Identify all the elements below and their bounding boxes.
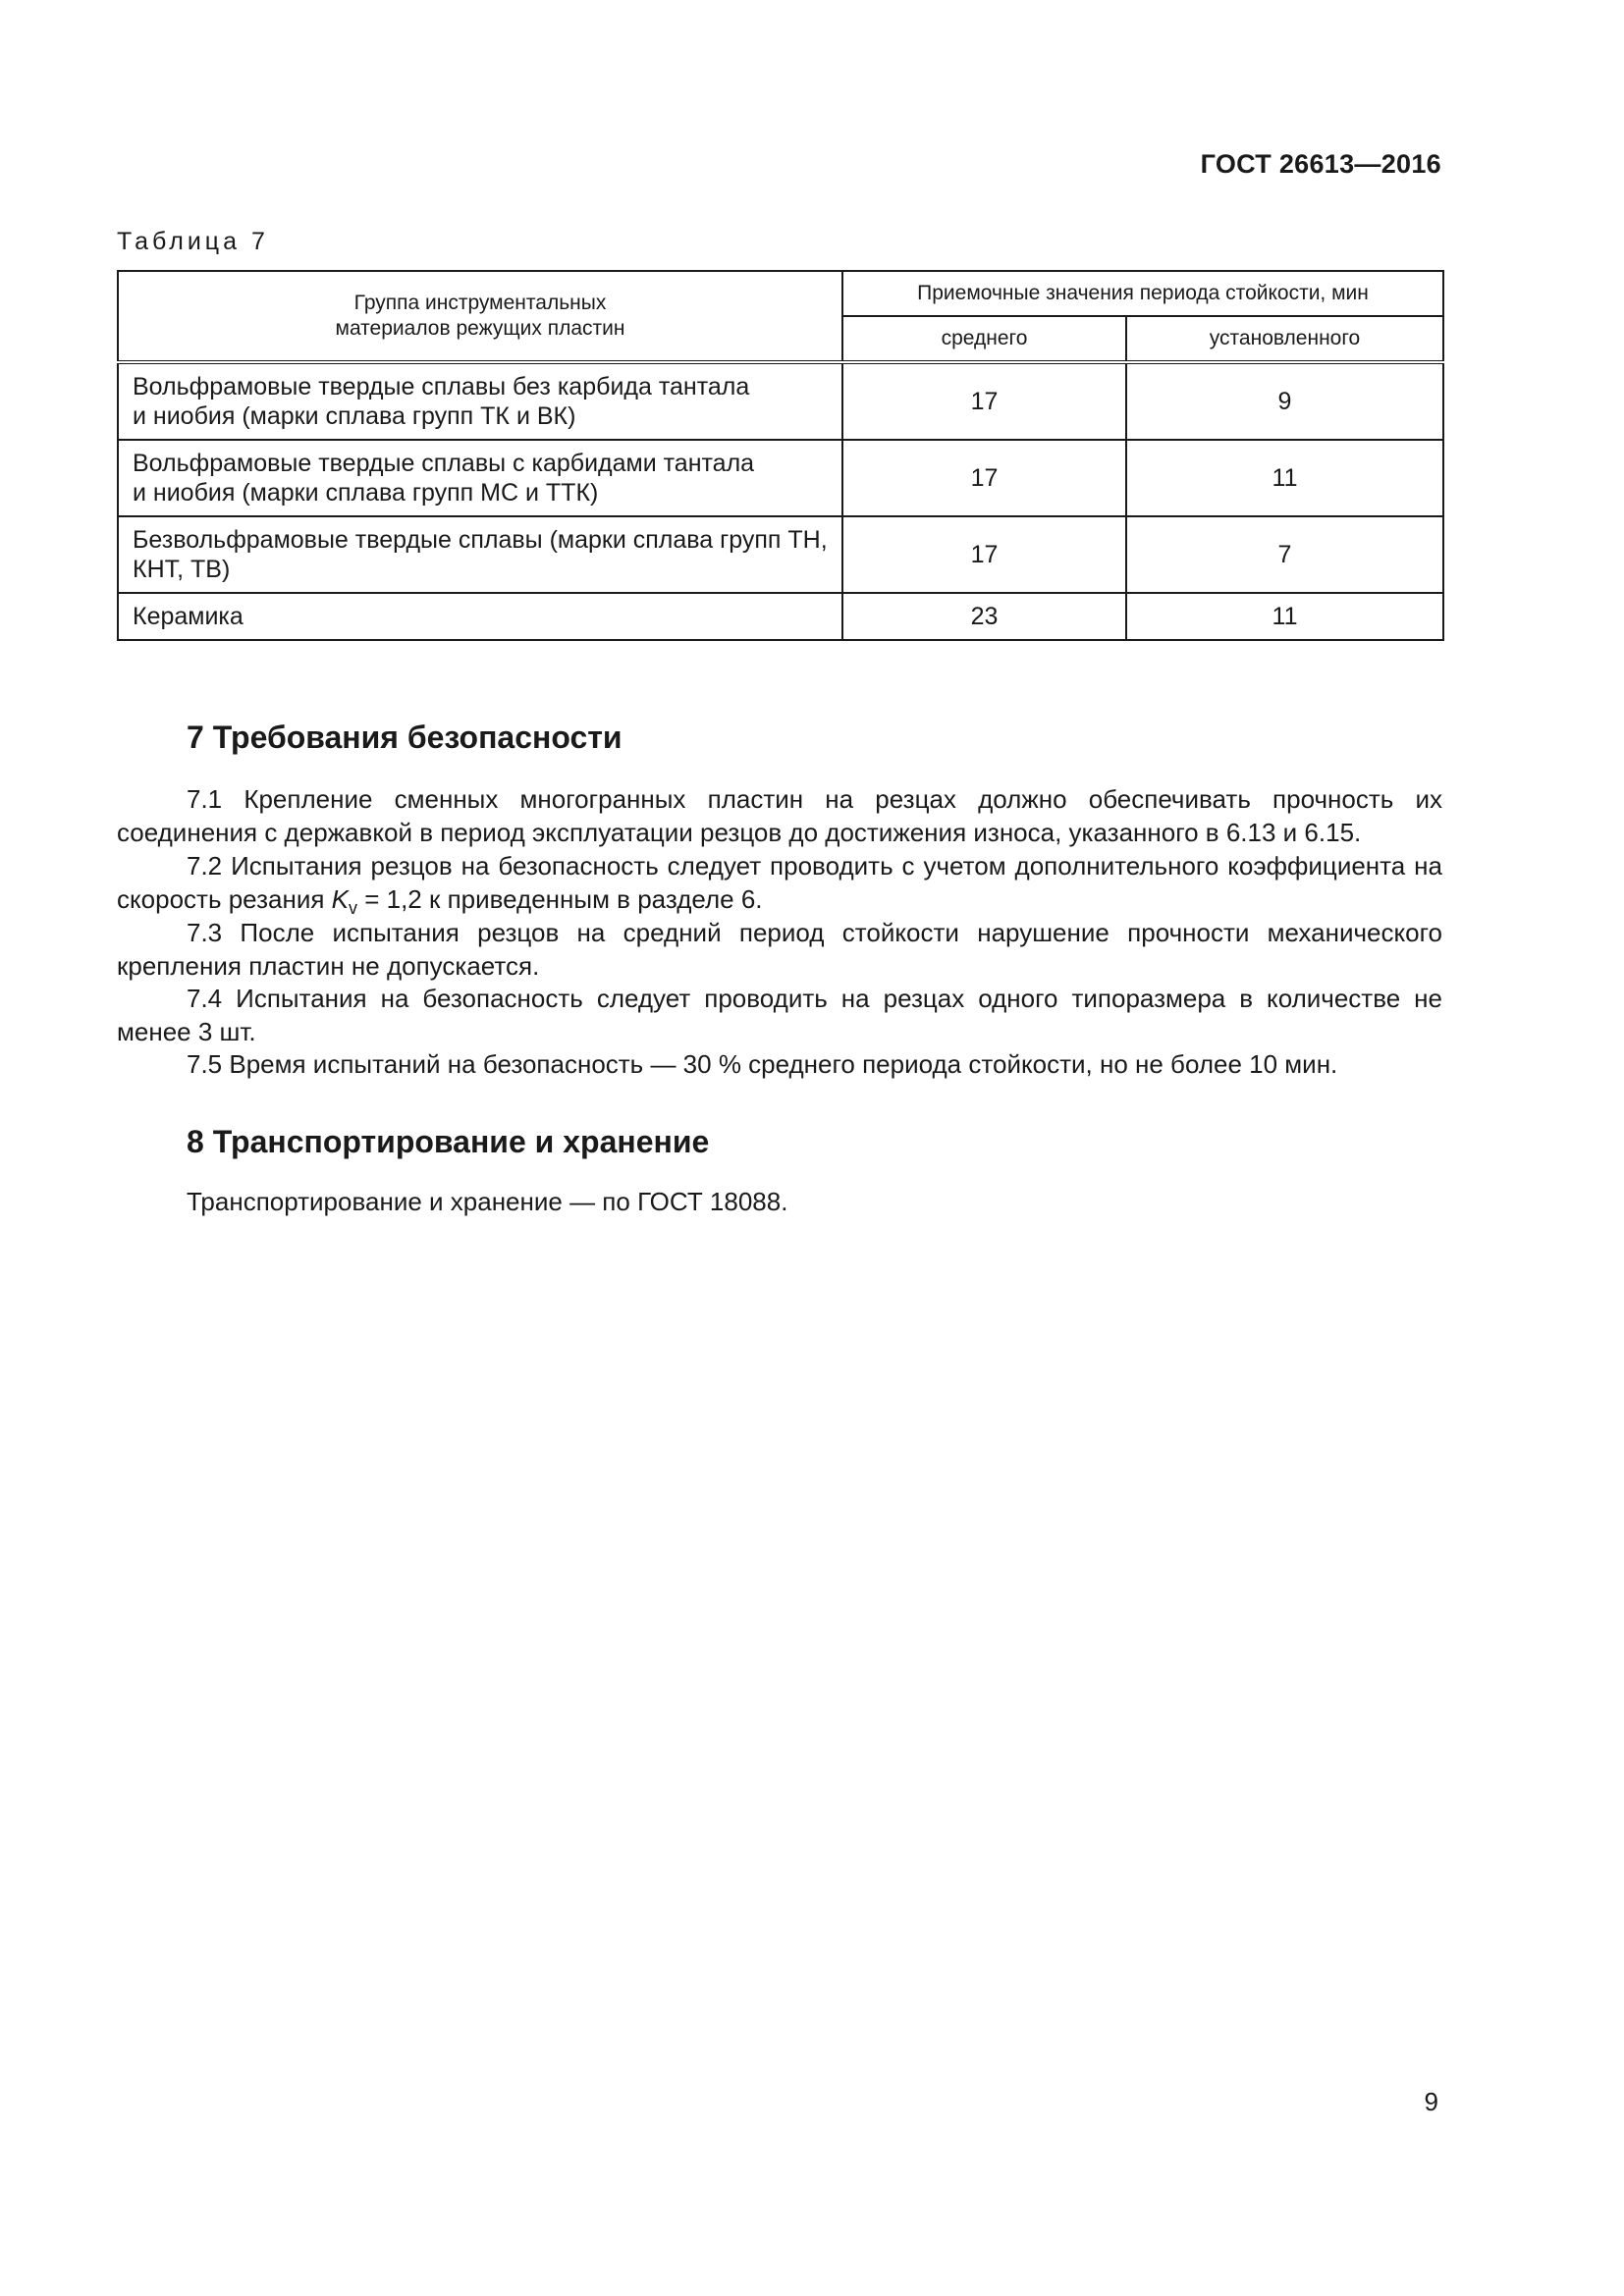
row-material-line1: Вольфрамовые твердые сплавы с карбидами тантала	[133, 450, 755, 477]
row-material-line2: КНТ, ТВ)	[133, 556, 231, 583]
row-average-value: 17	[842, 516, 1126, 593]
table-caption: Таблица 7	[117, 228, 269, 255]
paragraph-8: Транспортирование и хранение — по ГОСТ 18088.	[187, 1187, 788, 1216]
paragraph-7-2-text-after: = 1,2 к приведенным в разделе 6.	[356, 884, 763, 914]
document-code: ГОСТ 26613—2016	[1200, 149, 1441, 179]
section-8-title: 8 Транспортирование и хранение	[187, 1124, 710, 1159]
header-acceptance-values: Приемочные значения периода стойкости, мин	[842, 271, 1443, 316]
row-established-value: 11	[1126, 593, 1443, 640]
header-average: среднего	[842, 316, 1126, 362]
row-material	[118, 362, 842, 440]
paragraph-7-5: 7.5 Время испытаний на безопасность — 30 % среднего периода стойкости, но не более 10 мин.	[187, 1049, 1338, 1079]
tool-life-table	[117, 270, 1444, 641]
row-established-value: 7	[1126, 516, 1443, 593]
paragraph-7-2	[117, 849, 1442, 925]
row-material	[118, 440, 842, 516]
paragraph-7-1: 7.1 Крепление сменных многогранных пластин на резцах должно обеспечивать прочность их соединения с державкой в период эксплуатации резцов до достижения износа, указанного в 6.13 и 6.15.	[117, 784, 1442, 847]
table-row	[118, 593, 1443, 640]
page-number: 9	[1424, 2087, 1438, 2116]
row-material-line2: и ниобия (марки сплава групп МС и ТТК)	[133, 479, 599, 507]
header-material-group-line1: Группа инструментальных	[353, 292, 607, 314]
table-row	[118, 362, 1443, 440]
row-average-value: 17	[842, 362, 1126, 440]
coefficient-k-subscript: v	[348, 898, 357, 919]
row-average-value: 17	[842, 440, 1126, 516]
header-material-group	[118, 271, 842, 362]
row-material-line2: и ниобия (марки сплава групп ТК и ВК)	[133, 402, 576, 430]
table-row	[118, 516, 1443, 593]
row-average-value: 23	[842, 593, 1126, 640]
header-established: установленного	[1126, 316, 1443, 362]
section-7-title: 7 Требования безопасности	[187, 720, 623, 755]
paragraph-7-4: 7.4 Испытания на безопасность следует проводить на резцах одного типоразмера в количестве не менее 3 шт.	[117, 984, 1442, 1046]
row-material-line1: Безвольфрамовые твердые сплавы (марки сплава групп ТН,	[133, 526, 828, 554]
coefficient-k-symbol: K	[331, 884, 349, 914]
paragraph-7-2-text-before: 7.2 Испытания резцов на безопасность следует проводить с учетом дополнительного коэффициента на скорость резания	[117, 851, 1442, 914]
row-material-line1: Вольфрамовые твердые сплавы без карбида тантала	[133, 373, 750, 400]
row-material: Керамика	[118, 593, 842, 640]
paragraph-7-3: 7.3 После испытания резцов на средний период стойкости нарушение прочности механического крепления пластин не допускается.	[117, 918, 1442, 981]
header-material-group-line2: материалов режущих пластин	[335, 317, 625, 340]
table-row	[118, 440, 1443, 516]
row-established-value: 9	[1126, 362, 1443, 440]
row-material	[118, 516, 842, 593]
row-established-value: 11	[1126, 440, 1443, 516]
